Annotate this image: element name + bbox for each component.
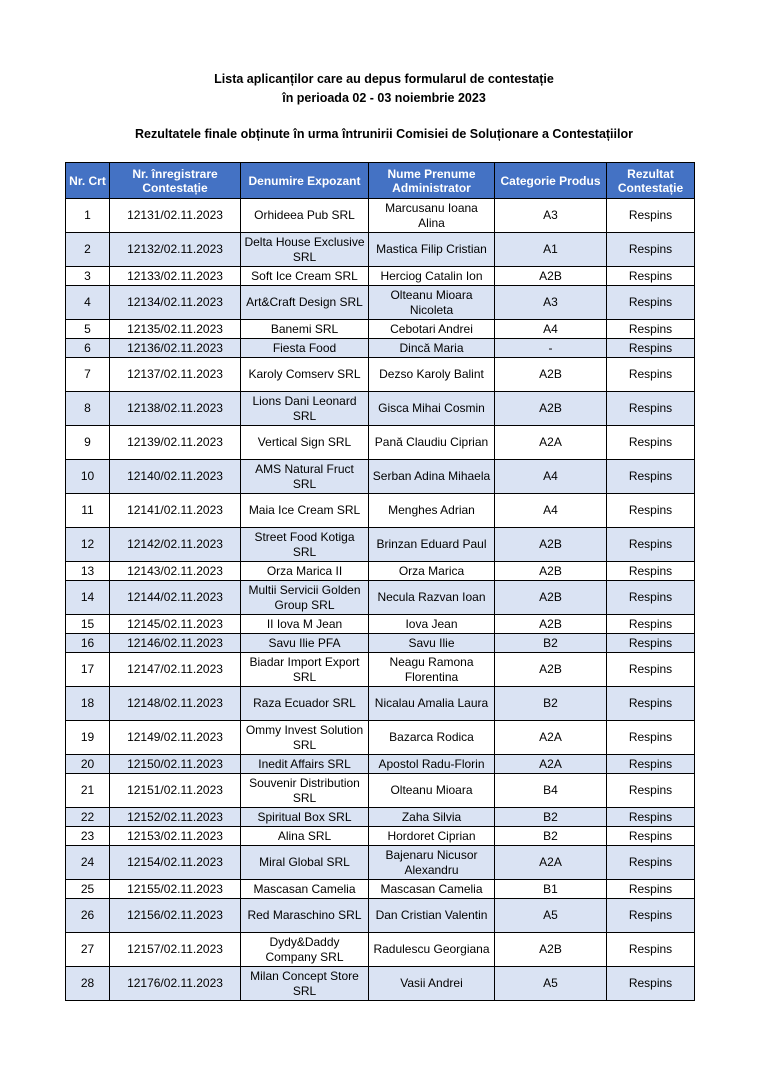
cell-denumire-expozant: Miral Global SRL bbox=[241, 846, 369, 880]
cell-nume-administrator: Orza Marica bbox=[369, 562, 495, 581]
cell-rezultat: Respins bbox=[607, 687, 695, 721]
cell-categorie-produs: A3 bbox=[495, 199, 607, 233]
cell-nr-inregistrare: 12142/02.11.2023 bbox=[110, 528, 241, 562]
cell-nr-inregistrare: 12176/02.11.2023 bbox=[110, 967, 241, 1001]
cell-nume-administrator: Vasii Andrei bbox=[369, 967, 495, 1001]
cell-nr-crt: 2 bbox=[66, 233, 110, 267]
cell-rezultat: Respins bbox=[607, 460, 695, 494]
cell-categorie-produs: A2B bbox=[495, 562, 607, 581]
cell-nume-administrator: Serban Adina Mihaela bbox=[369, 460, 495, 494]
cell-nume-administrator: Brinzan Eduard Paul bbox=[369, 528, 495, 562]
cell-rezultat: Respins bbox=[607, 392, 695, 426]
cell-rezultat: Respins bbox=[607, 233, 695, 267]
cell-nr-crt: 6 bbox=[66, 339, 110, 358]
cell-nr-crt: 13 bbox=[66, 562, 110, 581]
cell-nr-inregistrare: 12133/02.11.2023 bbox=[110, 267, 241, 286]
cell-rezultat: Respins bbox=[607, 562, 695, 581]
cell-nr-crt: 19 bbox=[66, 721, 110, 755]
cell-nr-inregistrare: 12153/02.11.2023 bbox=[110, 827, 241, 846]
cell-rezultat: Respins bbox=[607, 721, 695, 755]
cell-denumire-expozant: Souvenir Distribution SRL bbox=[241, 774, 369, 808]
table-row bbox=[66, 808, 695, 827]
cell-nr-crt: 25 bbox=[66, 880, 110, 899]
header-categorie-produs: Categorie Produs bbox=[495, 163, 607, 199]
cell-denumire-expozant: Inedit Affairs SRL bbox=[241, 755, 369, 774]
cell-nr-inregistrare: 12145/02.11.2023 bbox=[110, 615, 241, 634]
cell-nume-administrator: Marcusanu Ioana Alina bbox=[369, 199, 495, 233]
table-row bbox=[66, 286, 695, 320]
cell-categorie-produs: B2 bbox=[495, 687, 607, 721]
header-nr-inregistrare: Nr. înregistrare Contestație bbox=[110, 163, 241, 199]
cell-nr-inregistrare: 12148/02.11.2023 bbox=[110, 687, 241, 721]
table-row bbox=[66, 846, 695, 880]
cell-nr-inregistrare: 12143/02.11.2023 bbox=[110, 562, 241, 581]
cell-denumire-expozant: Orhideea Pub SRL bbox=[241, 199, 369, 233]
table-row bbox=[66, 392, 695, 426]
cell-nr-inregistrare: 12134/02.11.2023 bbox=[110, 286, 241, 320]
document-subtitle: Rezultatele finale obținute în urma întrunirii Comisiei de Soluționare a Contestațiilor bbox=[135, 127, 633, 141]
cell-nr-crt: 4 bbox=[66, 286, 110, 320]
cell-nume-administrator: Menghes Adrian bbox=[369, 494, 495, 528]
cell-rezultat: Respins bbox=[607, 286, 695, 320]
cell-nr-inregistrare: 12135/02.11.2023 bbox=[110, 320, 241, 339]
cell-nume-administrator: Dezso Karoly Balint bbox=[369, 358, 495, 392]
cell-rezultat: Respins bbox=[607, 199, 695, 233]
cell-nr-inregistrare: 12140/02.11.2023 bbox=[110, 460, 241, 494]
cell-nr-inregistrare: 12156/02.11.2023 bbox=[110, 899, 241, 933]
cell-nr-crt: 18 bbox=[66, 687, 110, 721]
cell-nr-crt: 3 bbox=[66, 267, 110, 286]
cell-denumire-expozant: Red Maraschino SRL bbox=[241, 899, 369, 933]
cell-categorie-produs: A2A bbox=[495, 426, 607, 460]
cell-categorie-produs: A2B bbox=[495, 615, 607, 634]
cell-categorie-produs: A2B bbox=[495, 392, 607, 426]
cell-categorie-produs: A2A bbox=[495, 755, 607, 774]
cell-categorie-produs: A2B bbox=[495, 653, 607, 687]
cell-nume-administrator: Savu Ilie bbox=[369, 634, 495, 653]
cell-denumire-expozant: Lions Dani Leonard SRL bbox=[241, 392, 369, 426]
cell-rezultat: Respins bbox=[607, 339, 695, 358]
cell-nr-inregistrare: 12131/02.11.2023 bbox=[110, 199, 241, 233]
cell-denumire-expozant: Karoly Comserv SRL bbox=[241, 358, 369, 392]
table-row bbox=[66, 899, 695, 933]
cell-nr-inregistrare: 12151/02.11.2023 bbox=[110, 774, 241, 808]
cell-nr-crt: 14 bbox=[66, 581, 110, 615]
cell-nr-inregistrare: 12152/02.11.2023 bbox=[110, 808, 241, 827]
cell-nr-inregistrare: 12154/02.11.2023 bbox=[110, 846, 241, 880]
cell-categorie-produs: A1 bbox=[495, 233, 607, 267]
table-row bbox=[66, 653, 695, 687]
cell-rezultat: Respins bbox=[607, 899, 695, 933]
cell-categorie-produs: A2B bbox=[495, 528, 607, 562]
table-row bbox=[66, 721, 695, 755]
cell-nr-crt: 16 bbox=[66, 634, 110, 653]
cell-nr-inregistrare: 12149/02.11.2023 bbox=[110, 721, 241, 755]
cell-nume-administrator: Hordoret Ciprian bbox=[369, 827, 495, 846]
cell-nume-administrator: Bajenaru Nicusor Alexandru bbox=[369, 846, 495, 880]
cell-categorie-produs: B4 bbox=[495, 774, 607, 808]
cell-nr-inregistrare: 12138/02.11.2023 bbox=[110, 392, 241, 426]
header-denumire-expozant: Denumire Expozant bbox=[241, 163, 369, 199]
cell-categorie-produs: A2B bbox=[495, 933, 607, 967]
cell-rezultat: Respins bbox=[607, 933, 695, 967]
cell-rezultat: Respins bbox=[607, 967, 695, 1001]
cell-categorie-produs: A2B bbox=[495, 358, 607, 392]
cell-nume-administrator: Mascasan Camelia bbox=[369, 880, 495, 899]
cell-denumire-expozant: Ommy Invest Solution SRL bbox=[241, 721, 369, 755]
table-row bbox=[66, 967, 695, 1001]
cell-nume-administrator: Gisca Mihai Cosmin bbox=[369, 392, 495, 426]
cell-categorie-produs: B1 bbox=[495, 880, 607, 899]
cell-nr-inregistrare: 12136/02.11.2023 bbox=[110, 339, 241, 358]
cell-denumire-expozant: Milan Concept Store SRL bbox=[241, 967, 369, 1001]
cell-nr-crt: 24 bbox=[66, 846, 110, 880]
table-row bbox=[66, 528, 695, 562]
table-row bbox=[66, 320, 695, 339]
cell-nume-administrator: Neagu Ramona Florentina bbox=[369, 653, 495, 687]
cell-nume-administrator: Mastica Filip Cristian bbox=[369, 233, 495, 267]
cell-nume-administrator: Cebotari Andrei bbox=[369, 320, 495, 339]
cell-denumire-expozant: Soft Ice Cream SRL bbox=[241, 267, 369, 286]
cell-denumire-expozant: II Iova M Jean bbox=[241, 615, 369, 634]
cell-rezultat: Respins bbox=[607, 634, 695, 653]
cell-nr-inregistrare: 12150/02.11.2023 bbox=[110, 755, 241, 774]
cell-nr-crt: 22 bbox=[66, 808, 110, 827]
cell-denumire-expozant: Maia Ice Cream SRL bbox=[241, 494, 369, 528]
header-nr-crt: Nr. Crt bbox=[66, 163, 110, 199]
cell-denumire-expozant: Alina SRL bbox=[241, 827, 369, 846]
cell-nr-crt: 9 bbox=[66, 426, 110, 460]
results-table bbox=[65, 162, 695, 1001]
cell-denumire-expozant: Biadar Import Export SRL bbox=[241, 653, 369, 687]
cell-denumire-expozant: Dydy&Daddy Company SRL bbox=[241, 933, 369, 967]
table-row bbox=[66, 933, 695, 967]
cell-categorie-produs: A2A bbox=[495, 721, 607, 755]
cell-nr-crt: 15 bbox=[66, 615, 110, 634]
table-row bbox=[66, 426, 695, 460]
cell-denumire-expozant: Raza Ecuador SRL bbox=[241, 687, 369, 721]
cell-nr-crt: 7 bbox=[66, 358, 110, 392]
table-row bbox=[66, 494, 695, 528]
table-row bbox=[66, 562, 695, 581]
table-header-row bbox=[66, 163, 695, 199]
cell-rezultat: Respins bbox=[607, 880, 695, 899]
cell-categorie-produs: A5 bbox=[495, 899, 607, 933]
header-rezultat: Rezultat Contestație bbox=[607, 163, 695, 199]
header-nume-administrator: Nume Prenume Administrator bbox=[369, 163, 495, 199]
cell-nume-administrator: Nicalau Amalia Laura bbox=[369, 687, 495, 721]
cell-rezultat: Respins bbox=[607, 581, 695, 615]
cell-categorie-produs: B2 bbox=[495, 634, 607, 653]
cell-rezultat: Respins bbox=[607, 653, 695, 687]
cell-nume-administrator: Radulescu Georgiana bbox=[369, 933, 495, 967]
cell-nume-administrator: Dan Cristian Valentin bbox=[369, 899, 495, 933]
table-row bbox=[66, 827, 695, 846]
cell-nume-administrator: Apostol Radu-Florin bbox=[369, 755, 495, 774]
cell-rezultat: Respins bbox=[607, 426, 695, 460]
cell-nr-inregistrare: 12157/02.11.2023 bbox=[110, 933, 241, 967]
cell-nr-inregistrare: 12146/02.11.2023 bbox=[110, 634, 241, 653]
cell-categorie-produs: A4 bbox=[495, 320, 607, 339]
cell-rezultat: Respins bbox=[607, 528, 695, 562]
cell-denumire-expozant: Delta House Exclusive SRL bbox=[241, 233, 369, 267]
table-row bbox=[66, 581, 695, 615]
cell-categorie-produs: A2B bbox=[495, 267, 607, 286]
table-row bbox=[66, 755, 695, 774]
cell-nume-administrator: Iova Jean bbox=[369, 615, 495, 634]
cell-nume-administrator: Olteanu Mioara Nicoleta bbox=[369, 286, 495, 320]
cell-nume-administrator: Dincă Maria bbox=[369, 339, 495, 358]
document-title-line1: Lista aplicanților care au depus formularul de contestație bbox=[214, 72, 554, 86]
cell-categorie-produs: A2B bbox=[495, 581, 607, 615]
cell-nr-crt: 1 bbox=[66, 199, 110, 233]
table-row bbox=[66, 460, 695, 494]
table-row bbox=[66, 358, 695, 392]
cell-categorie-produs: A5 bbox=[495, 967, 607, 1001]
cell-denumire-expozant: Fiesta Food bbox=[241, 339, 369, 358]
cell-nr-crt: 28 bbox=[66, 967, 110, 1001]
table-row bbox=[66, 339, 695, 358]
cell-nume-administrator: Olteanu Mioara bbox=[369, 774, 495, 808]
cell-nume-administrator: Pană Claudiu Ciprian bbox=[369, 426, 495, 460]
cell-categorie-produs: A4 bbox=[495, 460, 607, 494]
cell-nr-inregistrare: 12139/02.11.2023 bbox=[110, 426, 241, 460]
cell-rezultat: Respins bbox=[607, 827, 695, 846]
cell-rezultat: Respins bbox=[607, 615, 695, 634]
table-row bbox=[66, 233, 695, 267]
cell-categorie-produs: A2A bbox=[495, 846, 607, 880]
cell-nr-crt: 17 bbox=[66, 653, 110, 687]
cell-rezultat: Respins bbox=[607, 755, 695, 774]
cell-denumire-expozant: Savu Ilie PFA bbox=[241, 634, 369, 653]
cell-nr-crt: 27 bbox=[66, 933, 110, 967]
cell-denumire-expozant: Art&Craft Design SRL bbox=[241, 286, 369, 320]
cell-categorie-produs: B2 bbox=[495, 827, 607, 846]
cell-nume-administrator: Zaha Silvia bbox=[369, 808, 495, 827]
cell-nr-crt: 8 bbox=[66, 392, 110, 426]
table-row bbox=[66, 880, 695, 899]
cell-categorie-produs: A3 bbox=[495, 286, 607, 320]
cell-denumire-expozant: Multii Servicii Golden Group SRL bbox=[241, 581, 369, 615]
cell-nr-crt: 5 bbox=[66, 320, 110, 339]
cell-nr-crt: 21 bbox=[66, 774, 110, 808]
cell-rezultat: Respins bbox=[607, 320, 695, 339]
table-row bbox=[66, 199, 695, 233]
cell-denumire-expozant: Orza Marica II bbox=[241, 562, 369, 581]
table-row bbox=[66, 687, 695, 721]
cell-categorie-produs: A4 bbox=[495, 494, 607, 528]
cell-denumire-expozant: AMS Natural Fruct SRL bbox=[241, 460, 369, 494]
cell-nume-administrator: Necula Razvan Ioan bbox=[369, 581, 495, 615]
cell-rezultat: Respins bbox=[607, 494, 695, 528]
cell-nume-administrator: Bazarca Rodica bbox=[369, 721, 495, 755]
cell-rezultat: Respins bbox=[607, 358, 695, 392]
cell-nr-inregistrare: 12155/02.11.2023 bbox=[110, 880, 241, 899]
cell-rezultat: Respins bbox=[607, 267, 695, 286]
cell-nr-crt: 10 bbox=[66, 460, 110, 494]
cell-nr-crt: 26 bbox=[66, 899, 110, 933]
cell-nr-inregistrare: 12132/02.11.2023 bbox=[110, 233, 241, 267]
cell-nr-inregistrare: 12147/02.11.2023 bbox=[110, 653, 241, 687]
cell-denumire-expozant: Spiritual Box SRL bbox=[241, 808, 369, 827]
cell-nr-crt: 12 bbox=[66, 528, 110, 562]
cell-denumire-expozant: Street Food Kotiga SRL bbox=[241, 528, 369, 562]
cell-denumire-expozant: Mascasan Camelia bbox=[241, 880, 369, 899]
cell-nr-inregistrare: 12144/02.11.2023 bbox=[110, 581, 241, 615]
cell-nr-crt: 11 bbox=[66, 494, 110, 528]
cell-rezultat: Respins bbox=[607, 774, 695, 808]
table-row bbox=[66, 634, 695, 653]
cell-rezultat: Respins bbox=[607, 846, 695, 880]
cell-denumire-expozant: Banemi SRL bbox=[241, 320, 369, 339]
cell-rezultat: Respins bbox=[607, 808, 695, 827]
cell-nr-inregistrare: 12141/02.11.2023 bbox=[110, 494, 241, 528]
table-row bbox=[66, 267, 695, 286]
cell-categorie-produs: - bbox=[495, 339, 607, 358]
cell-nr-crt: 23 bbox=[66, 827, 110, 846]
cell-nr-crt: 20 bbox=[66, 755, 110, 774]
cell-nume-administrator: Herciog Catalin Ion bbox=[369, 267, 495, 286]
table-row bbox=[66, 615, 695, 634]
cell-nr-inregistrare: 12137/02.11.2023 bbox=[110, 358, 241, 392]
cell-denumire-expozant: Vertical Sign SRL bbox=[241, 426, 369, 460]
document-title-line2: în perioada 02 - 03 noiembrie 2023 bbox=[282, 91, 486, 105]
table-row bbox=[66, 774, 695, 808]
cell-categorie-produs: B2 bbox=[495, 808, 607, 827]
